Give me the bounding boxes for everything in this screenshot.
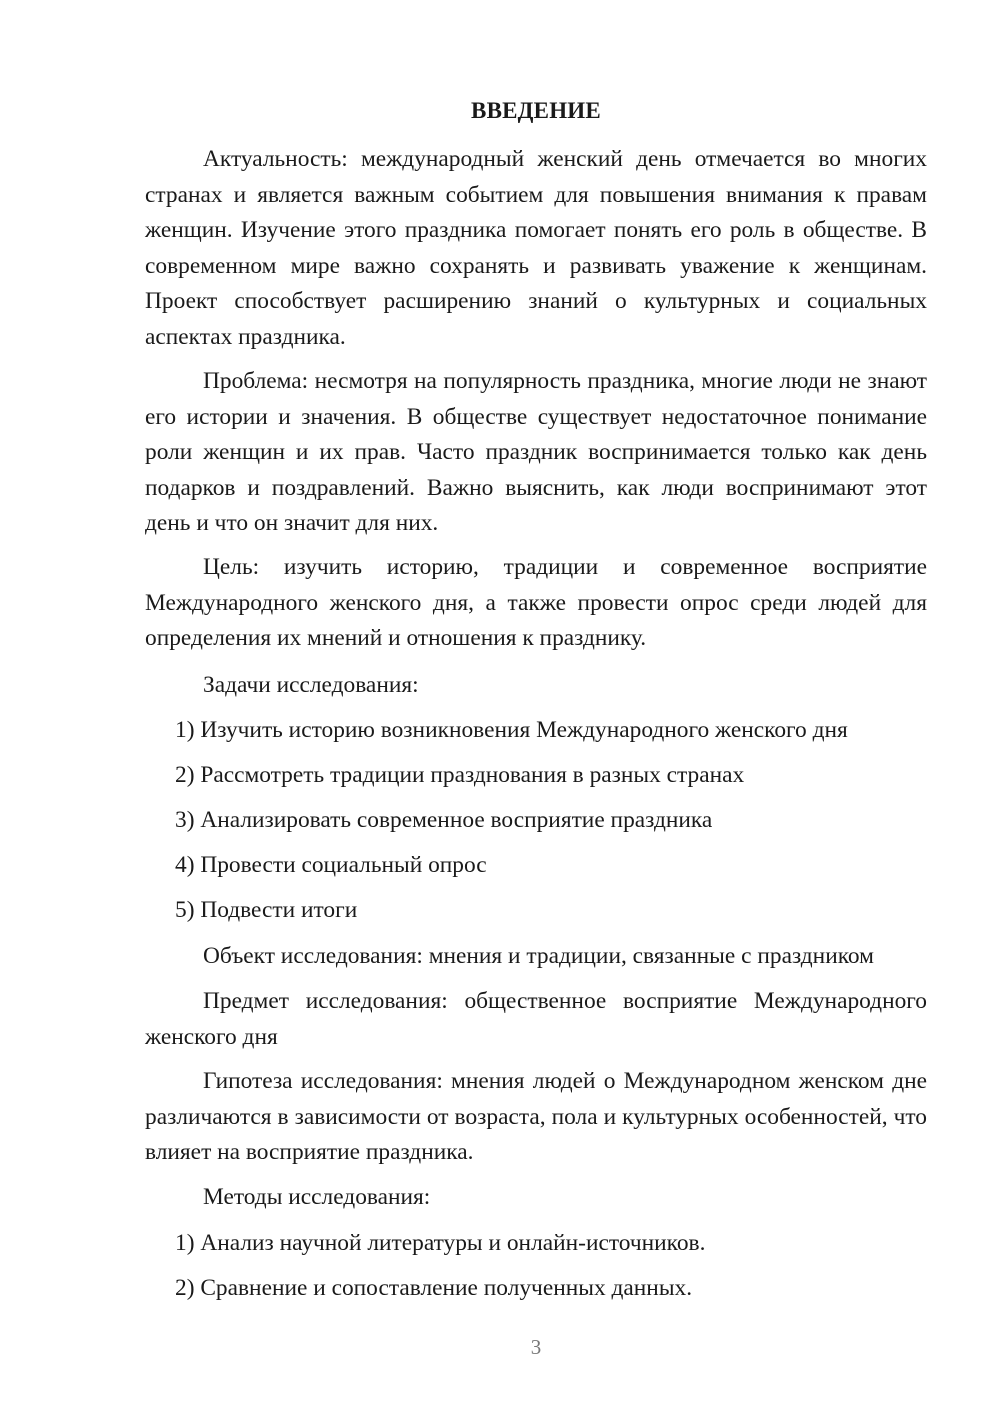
task-item-2: 2) Рассмотреть традиции празднования в разных странах: [175, 762, 745, 788]
tasks-label: Задачи исследования:: [203, 672, 419, 698]
task-item-1: 1) Изучить историю возникновения Международного женского дня: [175, 717, 848, 743]
relevance-paragraph: Актуальность: международный женский день отмечается во многих странах и является важным событием для повышения внимания к правам женщин. Изучение этого праздника помогает понять его роль в обществе. В современном мире важно сохранять и развивать уважение к женщинам. Проект способствует расширению знаний о культурных и социальных аспектах праздника.: [145, 146, 927, 350]
page-number: 3: [530, 1335, 542, 1359]
subject-paragraph: Предмет исследования: общественное восприятие Международного женского дня: [145, 988, 927, 1050]
method-item-1: 1) Анализ научной литературы и онлайн-источников.: [175, 1230, 706, 1256]
task-item-4: 4) Провести социальный опрос: [175, 852, 487, 878]
methods-label: Методы исследования:: [203, 1184, 431, 1210]
hypothesis-paragraph: Гипотеза исследования: мнения людей о Международном женском дне различаются в зависимости от возраста, пола и культурных особенностей, что влияет на восприятие праздника.: [145, 1068, 927, 1165]
section-heading: ВВЕДЕНИЕ: [471, 98, 601, 123]
problem-paragraph: Проблема: несмотря на популярность праздника, многие люди не знают его истории и значения. В обществе существует недостаточное понимание роли женщин и их прав. Часто праздник воспринимается только как день подарков и поздравлений. Важно выяснить, как люди воспринимают этот день и что он значит для них.: [145, 368, 927, 536]
task-item-5: 5) Подвести итоги: [175, 897, 358, 923]
method-item-2: 2) Сравнение и сопоставление полученных данных.: [175, 1275, 693, 1301]
goal-paragraph: Цель: изучить историю, традиции и современное восприятие Международного женского дня, а также провести опрос среди людей для определения их мнений и отношения к празднику.: [145, 554, 927, 651]
object-paragraph: Объект исследования: мнения и традиции, связанные с праздником: [203, 943, 874, 969]
task-item-3: 3) Анализировать современное восприятие праздника: [175, 807, 713, 833]
